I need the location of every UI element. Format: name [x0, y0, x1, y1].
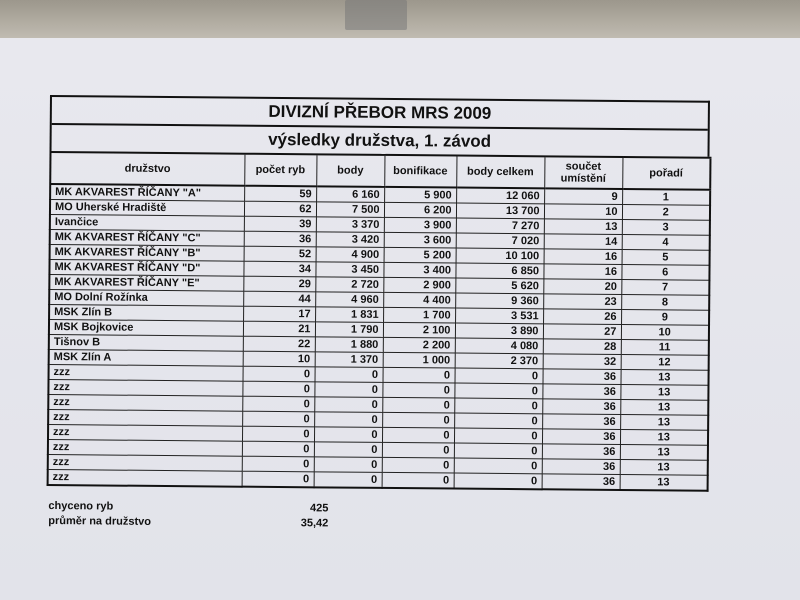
- rank-cell: 9: [621, 309, 709, 325]
- total-points-cell: 7 270: [456, 218, 544, 234]
- bonus-cell: 0: [383, 367, 455, 383]
- points-cell: 1 790: [315, 322, 383, 338]
- placement-sum-cell: 32: [543, 354, 621, 370]
- rank-cell: 12: [621, 354, 709, 370]
- team-name-cell: zzz: [49, 364, 243, 381]
- total-points-cell: 10 100: [456, 248, 544, 264]
- average-label: průměr na družstvo: [48, 515, 152, 528]
- placement-sum-cell: 13: [544, 219, 622, 235]
- adhesive-tape: [345, 0, 407, 30]
- team-name-cell: MSK Bojkovice: [49, 320, 243, 337]
- bonus-cell: 0: [382, 412, 454, 428]
- total-points-cell: 3 531: [455, 308, 543, 324]
- total-points-cell: 0: [454, 383, 542, 399]
- team-name-cell: MK AKVAREST ŘÍČANY "C": [50, 230, 244, 247]
- bonus-cell: 3 400: [383, 262, 455, 278]
- points-cell: 6 160: [316, 186, 384, 202]
- team-name-cell: MK AKVAREST ŘÍČANY "D": [49, 260, 243, 277]
- points-cell: 1 880: [315, 337, 383, 353]
- fish-count-cell: 44: [243, 291, 315, 307]
- bonus-cell: 2 200: [383, 337, 455, 353]
- rank-cell: 13: [620, 474, 708, 490]
- bonus-cell: 0: [382, 397, 454, 413]
- placement-sum-cell: 9: [544, 188, 622, 204]
- points-cell: 4 960: [315, 292, 383, 308]
- rank-cell: 1: [622, 189, 710, 205]
- points-cell: 0: [314, 442, 382, 458]
- rank-cell: 13: [620, 444, 708, 460]
- bonus-cell: 0: [382, 427, 454, 443]
- sheet-subtitle: výsledky družstva, 1. závod: [268, 129, 492, 151]
- total-points-cell: 5 620: [455, 278, 543, 294]
- rank-cell: 8: [621, 294, 709, 310]
- bonus-cell: 1 000: [383, 352, 455, 368]
- team-name-cell: zzz: [48, 424, 242, 441]
- sheet-title: DIVIZNÍ PŘEBOR MRS 2009: [52, 97, 708, 131]
- rank-cell: 5: [622, 249, 710, 265]
- bonus-cell: 0: [382, 457, 454, 473]
- placement-sum-cell: 16: [543, 264, 621, 280]
- bonus-cell: 6 200: [384, 202, 456, 218]
- total-points-cell: 7 020: [456, 233, 544, 249]
- placement-sum-cell: 36: [542, 459, 620, 475]
- results-table: [47, 151, 712, 492]
- bonus-cell: 3 900: [384, 217, 456, 233]
- fish-count-cell: 52: [244, 246, 316, 262]
- total-points-cell: 0: [455, 368, 543, 384]
- column-header-total-points: body celkem: [456, 156, 544, 189]
- placement-sum-cell: 28: [543, 339, 621, 355]
- fish-count-cell: 17: [243, 306, 315, 322]
- team-name-cell: zzz: [48, 409, 242, 426]
- bonus-cell: 3 600: [384, 232, 456, 248]
- caught-value: 425: [309, 502, 329, 515]
- summary-block: [48, 500, 328, 532]
- points-cell: 0: [314, 397, 382, 413]
- fish-count-cell: 36: [244, 231, 316, 247]
- team-name-cell: zzz: [48, 379, 242, 396]
- points-cell: 0: [314, 382, 382, 398]
- title-box: [50, 95, 710, 157]
- placement-sum-cell: 23: [543, 294, 621, 310]
- bonus-cell: 4 400: [383, 292, 455, 308]
- fish-count-cell: 0: [242, 396, 314, 412]
- fish-count-cell: 21: [243, 321, 315, 337]
- fish-count-cell: 22: [243, 336, 315, 352]
- placement-sum-cell: 36: [542, 444, 620, 460]
- team-name-cell: MO Uherské Hradiště: [50, 200, 244, 217]
- placement-sum-cell: 36: [542, 369, 620, 385]
- team-name-cell: MO Dolní Rožínka: [49, 290, 243, 307]
- points-cell: 7 500: [316, 202, 384, 218]
- fish-count-cell: 0: [242, 441, 314, 457]
- placement-sum-cell: 10: [544, 204, 622, 220]
- team-name-cell: MK AKVAREST ŘÍČANY "E": [49, 275, 243, 292]
- placement-sum-cell: 36: [542, 414, 620, 430]
- column-header-points: body: [316, 154, 384, 187]
- points-cell: 1 831: [315, 307, 383, 323]
- total-points-cell: 3 890: [455, 323, 543, 339]
- points-cell: 4 900: [316, 247, 384, 263]
- points-cell: 0: [314, 427, 382, 443]
- points-cell: 3 450: [315, 262, 383, 278]
- rank-cell: 2: [622, 204, 710, 220]
- placement-sum-cell: 36: [542, 384, 620, 400]
- total-points-cell: 13 700: [456, 203, 544, 219]
- fish-count-cell: 0: [242, 471, 314, 487]
- placement-sum-cell: 20: [543, 279, 621, 295]
- points-cell: 0: [314, 457, 382, 473]
- team-name-cell: MK AKVAREST ŘÍČANY "B": [50, 245, 244, 262]
- total-points-cell: 6 850: [455, 263, 543, 279]
- rank-cell: 13: [620, 399, 708, 415]
- total-points-cell: 0: [454, 443, 542, 459]
- total-points-cell: 0: [454, 473, 542, 489]
- points-cell: 2 720: [315, 277, 383, 293]
- team-name-cell: zzz: [48, 439, 242, 456]
- column-header-bonus: bonifikace: [384, 155, 456, 188]
- results-sheet: [47, 95, 712, 530]
- total-points-cell: 12 060: [456, 188, 544, 204]
- fish-count-cell: 39: [244, 216, 316, 232]
- total-points-cell: 9 360: [455, 293, 543, 309]
- placement-sum-cell: 36: [542, 474, 620, 490]
- team-name-cell: MSK Zlín B: [49, 305, 243, 322]
- fish-count-cell: 0: [242, 426, 314, 442]
- points-cell: 0: [314, 472, 382, 488]
- points-cell: 3 370: [316, 217, 384, 233]
- team-name-cell: zzz: [48, 394, 242, 411]
- fish-count-cell: 62: [244, 201, 316, 217]
- placement-sum-cell: 36: [542, 429, 620, 445]
- total-points-cell: 0: [454, 428, 542, 444]
- team-name-cell: Ivančice: [50, 215, 244, 232]
- placement-sum-cell: 16: [544, 249, 622, 265]
- fish-count-cell: 59: [244, 186, 316, 202]
- rank-cell: 11: [621, 339, 709, 355]
- rank-cell: 10: [621, 324, 709, 340]
- rank-cell: 4: [622, 234, 710, 250]
- summary-average-row: [48, 515, 328, 532]
- rank-cell: 13: [620, 369, 708, 385]
- bonus-cell: 0: [382, 442, 454, 458]
- rank-cell: 3: [622, 219, 710, 235]
- fish-count-cell: 10: [243, 351, 315, 367]
- rank-cell: 6: [621, 264, 709, 280]
- team-name-cell: MSK Zlín A: [49, 349, 243, 366]
- points-cell: 1 370: [315, 352, 383, 368]
- bonus-cell: 0: [382, 382, 454, 398]
- total-points-cell: 4 080: [455, 338, 543, 354]
- placement-sum-cell: 26: [543, 309, 621, 325]
- rank-cell: 13: [620, 414, 708, 430]
- team-name-cell: zzz: [48, 469, 242, 486]
- bonus-cell: 1 700: [383, 307, 455, 323]
- column-header-fish-count: počet ryb: [244, 154, 316, 187]
- fish-count-cell: 0: [242, 381, 314, 397]
- total-points-cell: 0: [454, 458, 542, 474]
- points-cell: 3 420: [316, 232, 384, 248]
- bonus-cell: 2 100: [383, 322, 455, 338]
- team-name-cell: MK AKVAREST ŘÍČANY "A": [50, 184, 244, 201]
- team-name-cell: Tišnov B: [49, 334, 243, 351]
- placement-sum-cell: 14: [544, 234, 622, 250]
- bonus-cell: 5 900: [384, 187, 456, 203]
- caught-label: chyceno ryb: [48, 500, 114, 513]
- placement-sum-cell: 36: [542, 399, 620, 415]
- column-header-placement-sum: součet umístění: [544, 156, 622, 189]
- bonus-cell: 0: [382, 472, 454, 488]
- placement-sum-cell: 27: [543, 324, 621, 340]
- rank-cell: 13: [620, 429, 708, 445]
- column-header-rank: pořadí: [622, 157, 710, 190]
- fish-count-cell: 29: [243, 276, 315, 292]
- fish-count-cell: 0: [243, 366, 315, 382]
- bonus-cell: 2 900: [383, 277, 455, 293]
- team-name-cell: zzz: [48, 454, 242, 471]
- total-points-cell: 0: [454, 413, 542, 429]
- bonus-cell: 5 200: [384, 247, 456, 263]
- total-points-cell: 2 370: [455, 353, 543, 369]
- rank-cell: 7: [621, 279, 709, 295]
- fish-count-cell: 0: [242, 456, 314, 472]
- average-value: 35,42: [300, 517, 329, 530]
- rank-cell: 13: [620, 384, 708, 400]
- fish-count-cell: 0: [242, 411, 314, 427]
- points-cell: 0: [315, 367, 383, 383]
- total-points-cell: 0: [454, 398, 542, 414]
- points-cell: 0: [314, 412, 382, 428]
- column-header-team: družstvo: [50, 152, 244, 186]
- rank-cell: 13: [620, 459, 708, 475]
- fish-count-cell: 34: [243, 261, 315, 277]
